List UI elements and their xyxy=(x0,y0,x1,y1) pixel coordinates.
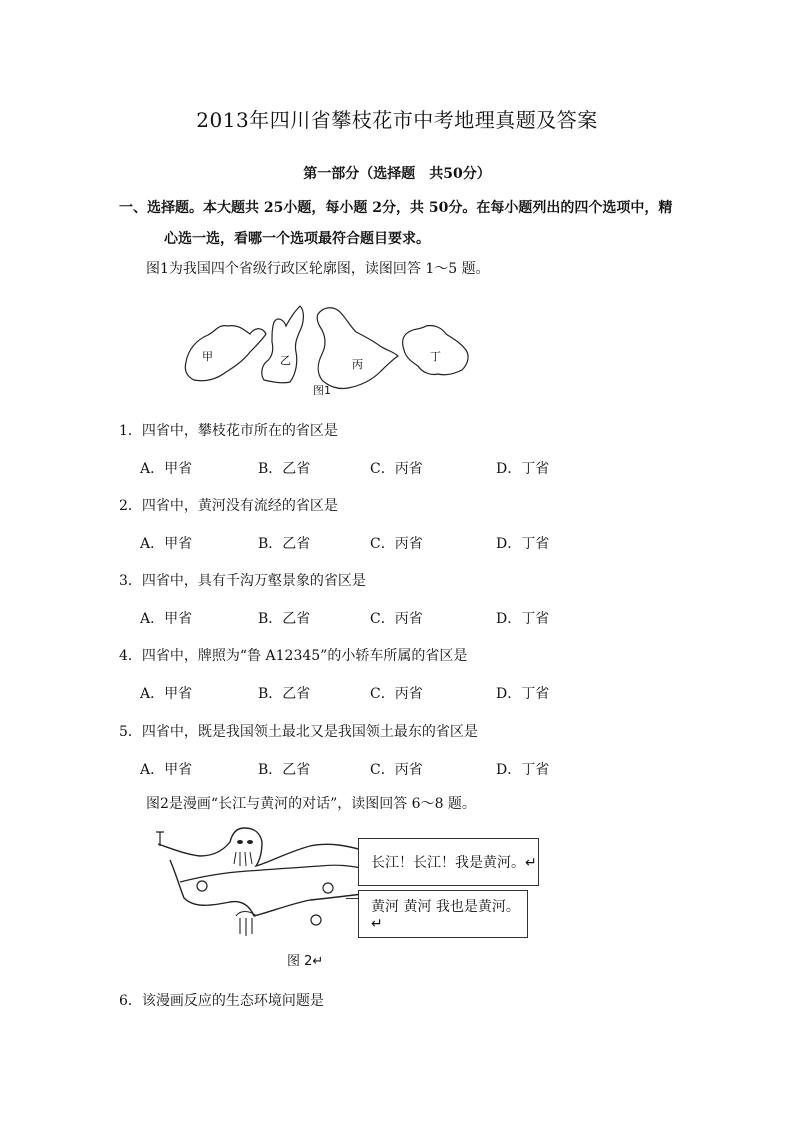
question-1-stem: 1．四省中，攀枝花市所在的省区是 xyxy=(119,423,338,439)
question-6-stem: 6．该漫画反应的生态环境问题是 xyxy=(119,993,324,1009)
instruction-line-1: 一、选择题。本大题共 25小题，每小题 2分，共 50分。在每小题列出的四个选项中，精 xyxy=(119,200,673,216)
river-beard xyxy=(234,852,252,866)
figure1-caption: 图1 xyxy=(313,384,331,397)
question-5-option-c[interactable]: C．丙省 xyxy=(370,762,423,778)
question-4-stem: 4．四省中，牌照为“鲁 A12345”的小轿车所属的省区是 xyxy=(119,648,468,664)
province-jia-outline xyxy=(185,326,266,381)
figure2-cartoon xyxy=(150,822,365,947)
question-3-option-b[interactable]: B．乙省 xyxy=(258,611,311,627)
question-3-option-d[interactable]: D．丁省 xyxy=(496,611,550,627)
yellow-river-figure xyxy=(158,828,362,866)
speech-bubble-top-text: 长江！长江！我是黄河。↵ xyxy=(371,855,537,871)
figure1-intro: 图1为我国四个省级行政区轮廓图，读图回答 1～5 题。 xyxy=(146,261,490,277)
question-5-option-d[interactable]: D．丁省 xyxy=(496,762,550,778)
stump-2 xyxy=(323,883,333,893)
river-face-eye-left xyxy=(237,840,243,844)
question-2-option-b[interactable]: B．乙省 xyxy=(258,536,311,552)
province-label-bing: 丙 xyxy=(352,358,363,371)
figure2-intro: 图2是漫画“长江与黄河的对话”，读图回答 6～8 题。 xyxy=(146,796,476,812)
speech-bubble-yellow-river xyxy=(358,838,539,886)
question-3-stem: 3．四省中，具有千沟万壑景象的省区是 xyxy=(119,573,366,589)
question-1-option-c[interactable]: C．丙省 xyxy=(370,461,423,477)
question-2-option-d[interactable]: D．丁省 xyxy=(496,536,550,552)
question-2-option-a[interactable]: A．甲省 xyxy=(140,536,193,552)
question-3-option-c[interactable]: C．丙省 xyxy=(370,611,423,627)
province-bing-outline xyxy=(317,308,398,389)
question-4-option-c[interactable]: C．丙省 xyxy=(370,686,423,702)
question-2-stem: 2．四省中，黄河没有流经的省区是 xyxy=(119,498,338,514)
province-label-yi: 乙 xyxy=(280,354,291,367)
question-1-option-b[interactable]: B．乙省 xyxy=(258,461,311,477)
question-4-option-d[interactable]: D．丁省 xyxy=(496,686,550,702)
speech-bubble-yangtze xyxy=(358,890,528,938)
question-5-option-a[interactable]: A．甲省 xyxy=(140,762,193,778)
question-1-option-a[interactable]: A．甲省 xyxy=(140,461,193,477)
stump-3 xyxy=(311,915,321,925)
stump-1 xyxy=(197,881,207,891)
province-label-jia: 甲 xyxy=(202,350,213,363)
question-5-option-b[interactable]: B．乙省 xyxy=(258,762,311,778)
river-face-eye-right xyxy=(247,840,253,844)
river-channel-upper xyxy=(180,865,362,882)
stump-top-left xyxy=(156,832,164,846)
speech-bubble-bottom-text: 黄河 黄河 我也是黄河。↵ xyxy=(371,899,520,932)
page-title: 2013年四川省攀枝花市中考地理真题及答案 xyxy=(196,108,598,132)
figure2-caption: 图 2↵ xyxy=(287,954,324,969)
question-3-option-a[interactable]: A．甲省 xyxy=(140,611,193,627)
question-4-option-b[interactable]: B．乙省 xyxy=(258,686,311,702)
province-yi-outline xyxy=(262,306,303,383)
province-label-ding: 丁 xyxy=(430,350,441,363)
instruction-line-2: 心选一选，看哪一个选项最符合题目要求。 xyxy=(164,231,430,247)
part-heading: 第一部分（选择题 共50分） xyxy=(303,166,491,182)
question-5-stem: 5．四省中，既是我国领土最北又是我国领土最东的省区是 xyxy=(119,724,478,740)
question-1-option-d[interactable]: D．丁省 xyxy=(496,461,550,477)
question-2-option-c[interactable]: C．丙省 xyxy=(370,536,423,552)
question-4-option-a[interactable]: A．甲省 xyxy=(140,686,193,702)
